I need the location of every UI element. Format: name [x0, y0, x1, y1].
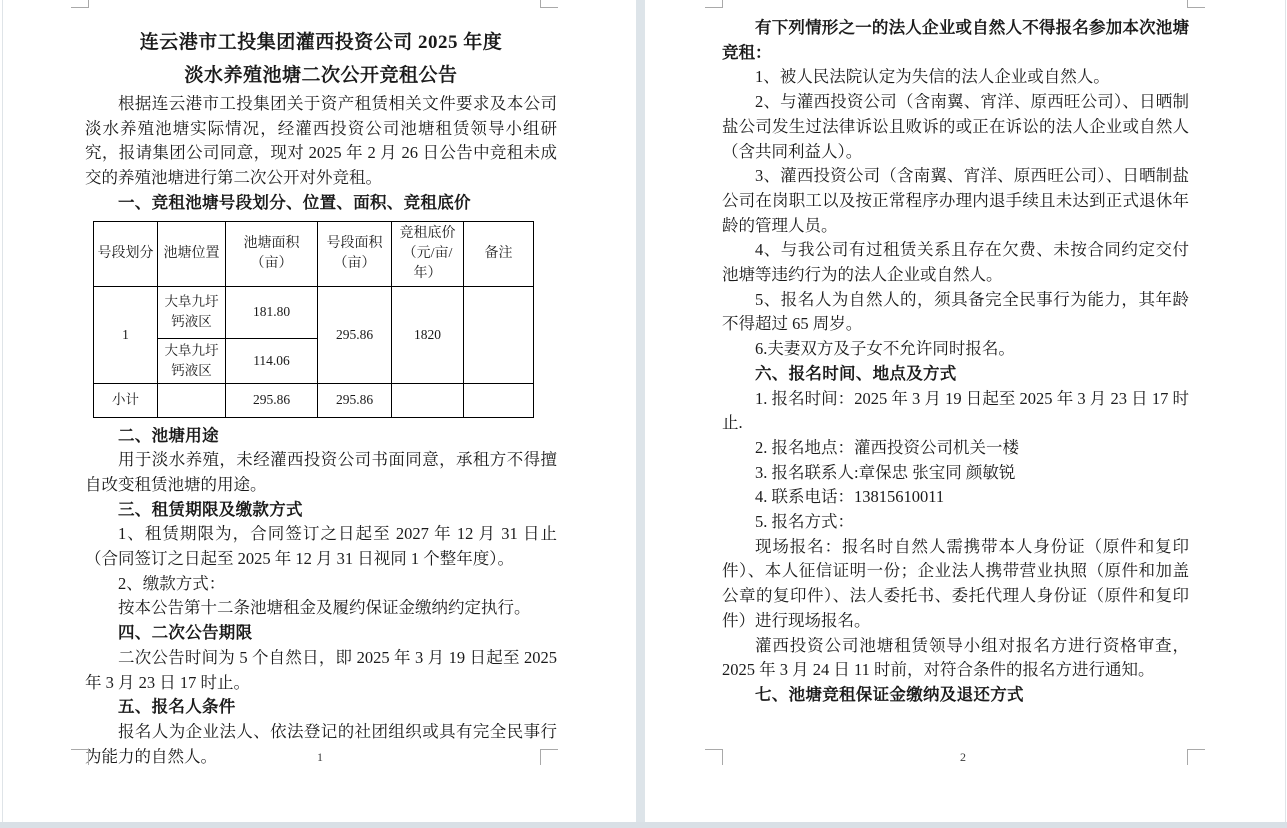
- section-4-paragraph: 二次公告时间为 5 个自然日，即 2025 年 3 月 19 日起至 2025 年 3 月 23 日 17 时止。: [85, 647, 557, 692]
- text-boundary-mark-bottom-left: [705, 749, 723, 765]
- viewport-right-edge: [1285, 0, 1286, 822]
- contact-phone: 4. 联系电话：13815610011: [755, 487, 945, 507]
- cell-subtotal-location: [158, 383, 226, 417]
- cell-location-1: 大阜九圩钙液区: [158, 286, 226, 338]
- ineligible-item-4: 4、与我公司有过租赁关系且存在欠费、未按合同约定交付池塘等违约行为的法人企业或自然人。: [722, 240, 1189, 285]
- text-boundary-mark-bottom-right: [540, 749, 558, 765]
- page-number-1: 1: [317, 750, 323, 764]
- text-boundary-mark-top-right: [540, 0, 558, 8]
- section-3-paragraph-1: 1、租赁期限为，合同签订之日起至 2027 年 12 月 31 日止（合同签订之日起至 2025 年 12 月 31 日视同 1 个整年度）。: [85, 524, 557, 569]
- registration-contacts: 3. 报名联系人:章保忠 张宝同 颜敏锐: [755, 462, 1016, 482]
- ineligible-item-3: 3、灌西投资公司（含南翼、宵洋、原西旺公司）、日晒制盐公司在岗职工以及按正常程序办理内退手续且未达到正式退休年龄的管理人员。: [722, 166, 1189, 235]
- section-7-heading: 七、池塘竞租保证金缴纳及退还方式: [755, 684, 1024, 704]
- section-2-heading: 二、池塘用途: [118, 425, 219, 445]
- registration-place: 2. 报名地点：灌西投资公司机关一楼: [755, 437, 1019, 457]
- doc-title-line-2: 淡水养殖池塘二次公开竞租公告: [184, 65, 458, 86]
- section-3-paragraph-2: 2、缴款方式：: [118, 573, 226, 593]
- section-3-paragraph-3: 按本公告第十二条池塘租金及履约保证金缴纳约定执行。: [118, 598, 531, 618]
- intro-paragraph: 根据连云港市工投集团关于资产租赁相关文件要求及本公司淡水养殖池塘实际情况，经灌西投资公司池塘租赁领导小组研究，报请集团公司同意，现对 2025 年 2 月 26 日公告中竞租未成交的养殖池塘进行第二次公开对外竞租。: [85, 94, 557, 188]
- table-header-row: [94, 221, 534, 286]
- col-header-segment-area: 号段面积（亩）: [318, 221, 392, 286]
- col-header-base-price: 竞租底价（元/亩/年）: [392, 221, 464, 286]
- text-boundary-mark-bottom-right: [1187, 749, 1205, 765]
- section-4-heading: 四、二次公告期限: [118, 623, 253, 643]
- qualification-review-paragraph: 灌西投资公司池塘租赁领导小组对报名方进行资格审查，2025 年 3 月 24 日 11 时前，对符合条件的报名方进行通知。: [722, 635, 1189, 680]
- cell-area-2: 114.06: [226, 338, 318, 383]
- cell-location-2: 大阜九圩钙液区: [158, 338, 226, 383]
- col-header-segment: 号段划分: [94, 221, 158, 286]
- section-6-heading: 六、报名时间、地点及方式: [755, 363, 957, 383]
- text-boundary-mark-top-left: [705, 0, 723, 8]
- doc-title-line-1: 连云港市工投集团灌西投资公司 2025 年度: [139, 32, 503, 53]
- registration-method-label: 5. 报名方式：: [755, 512, 854, 532]
- text-boundary-mark-top-left: [71, 0, 89, 8]
- page-gap-divider: [636, 0, 645, 822]
- cell-base-price: 1820: [392, 286, 464, 383]
- onsite-registration-paragraph: 现场报名：报名时自然人需携带本人身份证（原件和复印件）、本人征信证明一份；企业法人携带营业执照（原件和加盖公章的复印件）、法人委托书、委托代理人身份证（原件和复印件）进行现场报名。: [722, 536, 1189, 630]
- page-1-text-area: [85, 26, 557, 769]
- ineligible-intro-paragraph: 有下列情形之一的法人企业或自然人不得报名参加本次池塘竞租：: [722, 18, 1189, 62]
- col-header-pond-area: 池塘面积（亩）: [226, 221, 318, 286]
- page-number-2: 2: [960, 750, 966, 764]
- ineligible-item-5: 5、报名人为自然人的，须具备完全民事行为能力，其年龄不得超过 65 周岁。: [722, 289, 1189, 334]
- page-2-text-area: [722, 16, 1189, 708]
- viewport-left-edge: [2, 0, 3, 822]
- cell-subtotal-segment-area: 295.86: [318, 383, 392, 417]
- document-page-1[interactable]: [3, 0, 636, 822]
- section-5-paragraph: 报名人为企业法人、依法登记的社团组织或具有完全民事行为能力的自然人。: [85, 721, 557, 766]
- section-1-heading: 一、竞租池塘号段划分、位置、面积、竞租底价: [118, 192, 471, 212]
- cell-subtotal-price: [392, 383, 464, 417]
- section-2-paragraph: 用于淡水养殖，未经灌西投资公司书面同意，承租方不得擅自改变租赁池塘的用途。: [85, 450, 557, 494]
- cell-remark: [464, 286, 534, 383]
- cell-subtotal-label: 小计: [94, 383, 158, 417]
- pond-table: [93, 221, 534, 418]
- table-subtotal-row: [94, 383, 534, 417]
- cell-area-1: 181.80: [226, 286, 318, 338]
- ineligible-item-6: 6.夫妻双方及子女不允许同时报名。: [755, 339, 1015, 359]
- section-3-heading: 三、租赁期限及缴款方式: [118, 499, 303, 519]
- ineligible-item-2: 2、与灌西投资公司（含南翼、宵洋、原西旺公司）、日晒制盐公司发生过法律诉讼且败诉的或正在诉讼的法人企业或自然人（含共同利益人）。: [722, 92, 1189, 161]
- registration-time: 1. 报名时间：2025 年 3 月 19 日起至 2025 年 3 月 23 日 17 时止.: [722, 388, 1189, 433]
- table-row: [94, 286, 534, 338]
- text-boundary-mark-bottom-left: [71, 749, 89, 765]
- cell-subtotal-pond-area: 295.86: [226, 383, 318, 417]
- cell-segment: 1: [94, 286, 158, 383]
- cell-subtotal-remark: [464, 383, 534, 417]
- col-header-location: 池塘位置: [158, 221, 226, 286]
- cell-segment-area: 295.86: [318, 286, 392, 383]
- document-page-2[interactable]: [645, 0, 1285, 822]
- section-5-heading: 五、报名人条件: [118, 697, 236, 717]
- ineligible-item-1: 1、被人民法院认定为失信的法人企业或自然人。: [755, 67, 1110, 87]
- col-header-remark: 备注: [464, 221, 534, 286]
- viewport-bottom-strip: [0, 822, 1287, 828]
- text-boundary-mark-top-right: [1187, 0, 1205, 8]
